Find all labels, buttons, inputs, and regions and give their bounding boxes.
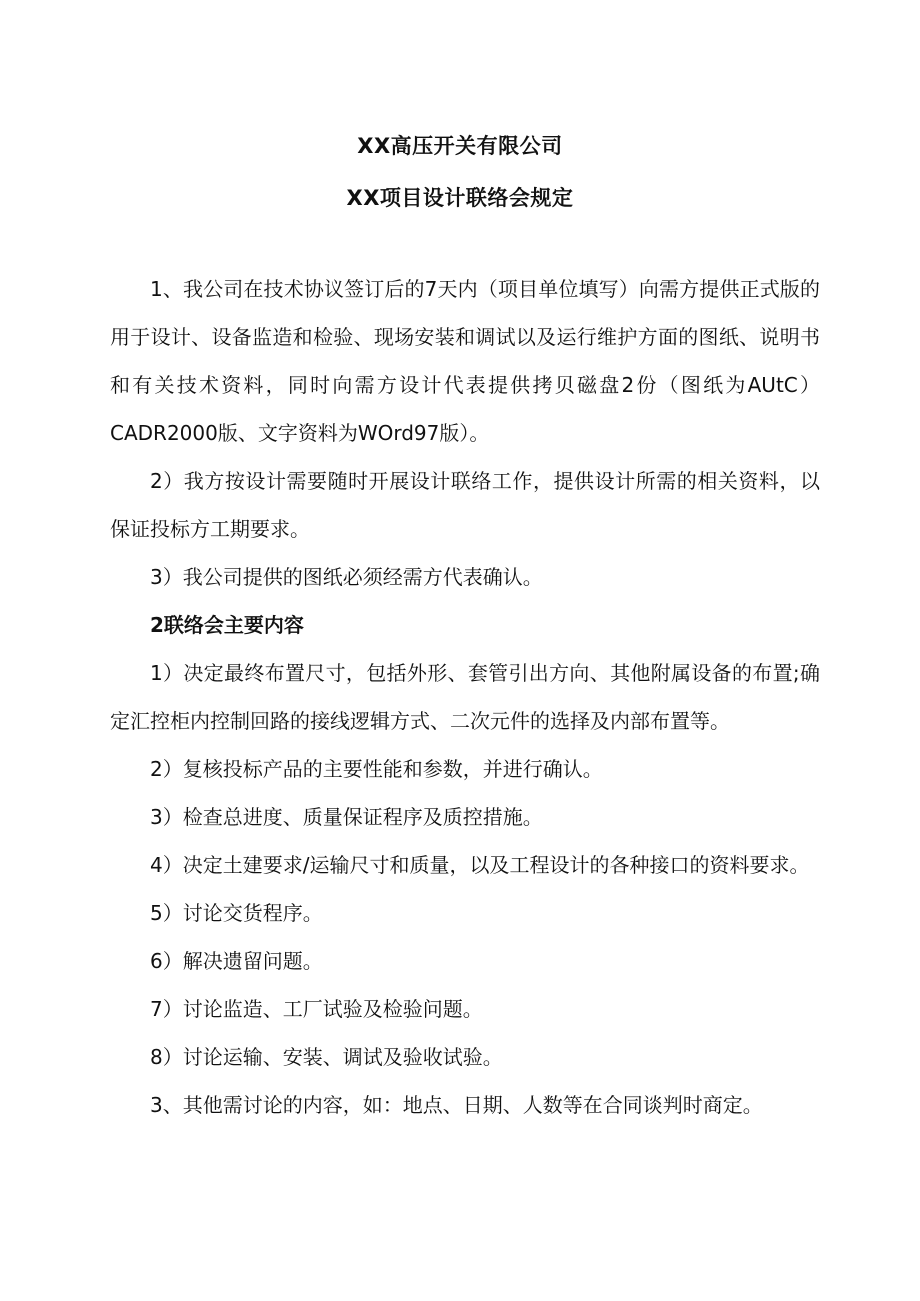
paragraph-1: 1、我公司在技术协议签订后的7天内（项目单位填写）向需方提供正式版的用于设计、设备监造和检验、现场安装和调试以及运行维护方面的图纸、说明书和有关技术资料，同时向需方设计代表提供拷贝磁盘2份（图纸为AUtC）CADR2000版、文字资料为WOrd97版）。	[110, 277, 820, 445]
paragraph-7: 3）检查总进度、质量保证程序及质控措施。	[150, 805, 543, 829]
document-body	[110, 265, 820, 1129]
paragraph-13: 3、其他需讨论的内容，如：地点、日期、人数等在合同谈判时商定。	[150, 1093, 763, 1117]
paragraph-12: 8）讨论运输、安装、调试及验收试验。	[150, 1045, 503, 1069]
paragraph-2: 2）我方按设计需要随时开展设计联络工作，提供设计所需的相关资料，以保证投标方工期要求。	[110, 469, 820, 541]
paragraph-9: 5）讨论交货程序。	[150, 901, 323, 925]
paragraph-6: 2）复核投标产品的主要性能和参数，并进行确认。	[150, 757, 603, 781]
paragraph-10: 6）解决遗留问题。	[150, 949, 323, 973]
company-title: XX高压开关有限公司	[357, 134, 563, 158]
document-title: XX项目设计联络会规定	[346, 186, 574, 210]
paragraph-11: 7）讨论监造、工厂试验及检验问题。	[150, 997, 483, 1021]
paragraph-8: 4）决定土建要求/运输尺寸和质量，以及工程设计的各种接口的资料要求。	[150, 853, 810, 877]
section-heading: 2联络会主要内容	[150, 613, 304, 637]
paragraph-5: 1）决定最终布置尺寸，包括外形、套管引出方向、其他附属设备的布置;确定汇控柜内控制回路的接线逻辑方式、二次元件的选择及内部布置等。	[110, 661, 820, 733]
paragraph-3: 3）我公司提供的图纸必须经需方代表确认。	[150, 565, 543, 589]
